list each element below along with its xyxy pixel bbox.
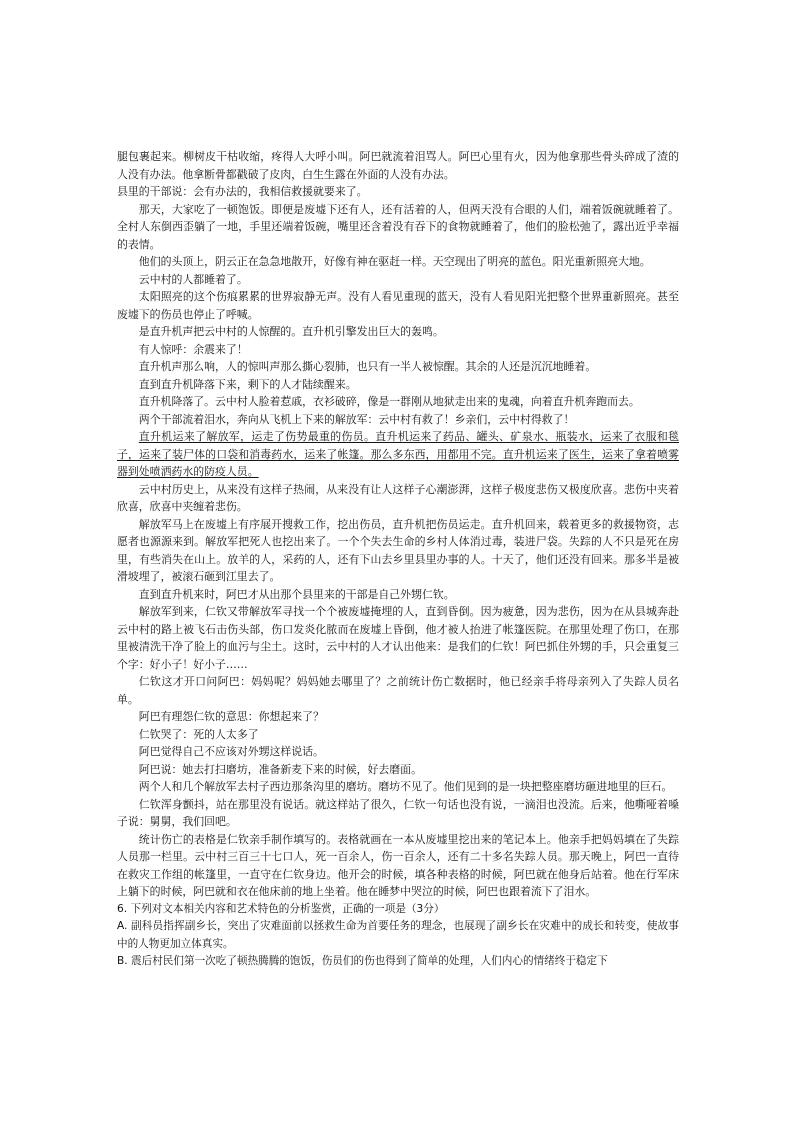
paragraph: 直升机降落了。云中村人脸着惹戚，衣衫破碎，像是一群刚从地狱走出来的鬼魂，向着直升机奔跑而去。	[138, 395, 640, 408]
paragraph: 直升机声那么响，人的惊叫声那么撕心裂肺，也只有一半人被惊醒。其余的人还是沉沉地睡着。	[138, 360, 597, 373]
document-page	[117, 148, 679, 971]
paragraph: 县里的干部说：会有办法的，我相信救援就要来了。	[117, 185, 368, 198]
paragraph: 解放军马上在废墟上有序展开搜救工作，挖出伤员，直升机把伤员运走。直升机回来，载着更多的救援物资，志愿者也源源来到。解放军把死人也挖出来了。一个个失去生命的乡村人体消过毒，装进尸袋。失踪的人不只是死在房里，有些消失在山上。放羊的人，采药的人，还有下山去乡里县里办事的人。十天了，他们还没有回来。那多半是被滑坡埋了，被滚石砸到江里去了。	[117, 517, 679, 583]
paragraph: 直升机运来了解放军，运走了伤势最重的伤员。直升机运来了药品、罐头、矿泉水、瓶装水，运来了衣服和毯子，运来了装尸体的口袋和消毒药水，运来了帐篷。那么多东西，用都用不完。直升机运来了医生，运来了拿着喷雾器到处喷洒药水的防疫人员。	[117, 430, 679, 478]
question-option: B. 震后村民们第一次吃了顿热腾腾的饱饭，伤员们的伤也得到了简单的处理，人们内心的情绪终于稳定下	[117, 955, 608, 967]
question-option: A. 副科员指挥副乡长，突出了灾难面前以拯救生命为首要任务的理念，也展现了副乡长在灾难中的成长和转变，使故事中的人物更加立体真实。	[117, 920, 679, 950]
paragraph: 云中村历史上，从来没有这样子热闹，从来没有让人这样子心潮澎湃，这样子极度悲伤又极度欣喜。悲伤中夹着欣喜，欣喜中夹缠着悲伤。	[117, 482, 679, 513]
paragraph: 有人惊呼：余震来了！	[138, 342, 248, 356]
story-text	[117, 148, 679, 901]
paragraph: 两个干部流着泪水，奔向从飞机上下来的解放军：云中村有救了！乡亲们，云中村得救了！	[138, 412, 575, 426]
paragraph: 两个人和几个解放军去村子西边那条沟里的磨坊。磨坊不见了。他们见到的是一块把整座磨坊砸进地里的巨石。	[138, 780, 673, 793]
paragraph: 腿包裹起来。柳树皮干枯收缩，疼得人大呼小叫。阿巴就流着泪骂人。阿巴心里有火，因为他拿那些骨头碎成了渣的人没有办法。他拿断骨都戳破了皮肉，白生生露在外面的人没有办法。	[117, 150, 679, 181]
paragraph: 太阳照亮的这个伤痕累累的世界寂静无声。没有人看见重现的蓝天，没有人看见阳光把整个世界重新照亮。甚至废墟下的伤员也停止了呼喊。	[117, 290, 679, 321]
paragraph: 统计伤亡的表格是仁钦亲手制作填写的。表格就画在一本从废墟里挖出来的笔记本上。他亲手把妈妈填在了失踪人员那一栏里。云中村三百三十七口人，死一百余人，伤一百余人，还有二十多名失踪人员。那天晚上，阿巴一直待在救灾工作组的帐篷里，一直守在仁钦身边。他开会的时候，填各种表格的时候，阿巴就在他身后站着。他在行军床上躺下的时候，阿巴就和衣在他床前的地上坐着。他在睡梦中哭泣的时候，阿巴也跟着流下了泪水。	[117, 832, 679, 898]
paragraph: 阿巴觉得自己不应该对外甥这样说话。	[138, 745, 324, 758]
paragraph: 仁钦哭了：死的人太多了	[138, 727, 259, 741]
question-stem: 6. 下列对文本相关内容和艺术特色的分析鉴赏，正确的一项是（3分）	[117, 902, 445, 915]
paragraph: 直到直升机降落下来，剩下的人才陆续醒来。	[138, 377, 357, 391]
paragraph: 他们的头顶上，阴云正在急急地散开，好像有神在驱赶一样。天空现出了明亮的蓝色。阳光重新照亮大地。	[138, 255, 651, 268]
paragraph: 那天，大家吃了一顿饱饭。即便是废墟下还有人，还有活着的人，但两天没有合眼的人们，端着饭碗就睡着了。全村人东倒西歪躺了一地，手里还端着饭碗，嘴里还含着没有吞下的食物就睡着了，他们的脸松弛了，露出近乎幸福的表情。	[117, 202, 679, 251]
paragraph: 仁钦浑身颤抖，站在那里没有说话。就这样站了很久，仁钦一句话也没有说，一滴泪也没流。后来，他嘶哑着嗓子说：舅舅，我们回吧。	[117, 797, 679, 828]
paragraph: 云中村的人都睡着了。	[138, 272, 248, 286]
question-6	[117, 901, 679, 971]
paragraph: 阿巴有理怨仁钦的意思：你想起来了？	[138, 710, 324, 723]
paragraph: 阿巴说：她去打扫磨坊，准备新麦下来的时候，好去磨面。	[138, 762, 422, 776]
paragraph: 仁钦这才开口问阿巴：妈妈呢？妈妈她去哪里了？之前统计伤亡数据时，他已经亲手将母亲列入了失踪人员名单。	[117, 675, 679, 706]
paragraph: 是直升机声把云中村的人惊醒的。直升机引擎发出巨大的轰鸣。	[138, 325, 444, 338]
paragraph: 直到直升机来时，阿巴才从出那个县里来的干部是自己外甥仁钦。	[138, 587, 455, 601]
paragraph: 解放军到来，仁钦又带解放军寻找一个个被废墟掩埋的人，直到昏倒。因为疲惫，因为悲伤，因为在从县城奔赴云中村的路上被飞石击伤头部，伤口发炎化脓而在废墟上昏倒，他才被人抬进了帐篷医院。在那里处理了伤口，在那里被清洗干净了脸上的血污与尘土。这时，云中村的人才认出他来：是我们的仁钦！阿巴抓住外甥的手，只会重复三个字：好小子！好小子……	[117, 605, 679, 671]
